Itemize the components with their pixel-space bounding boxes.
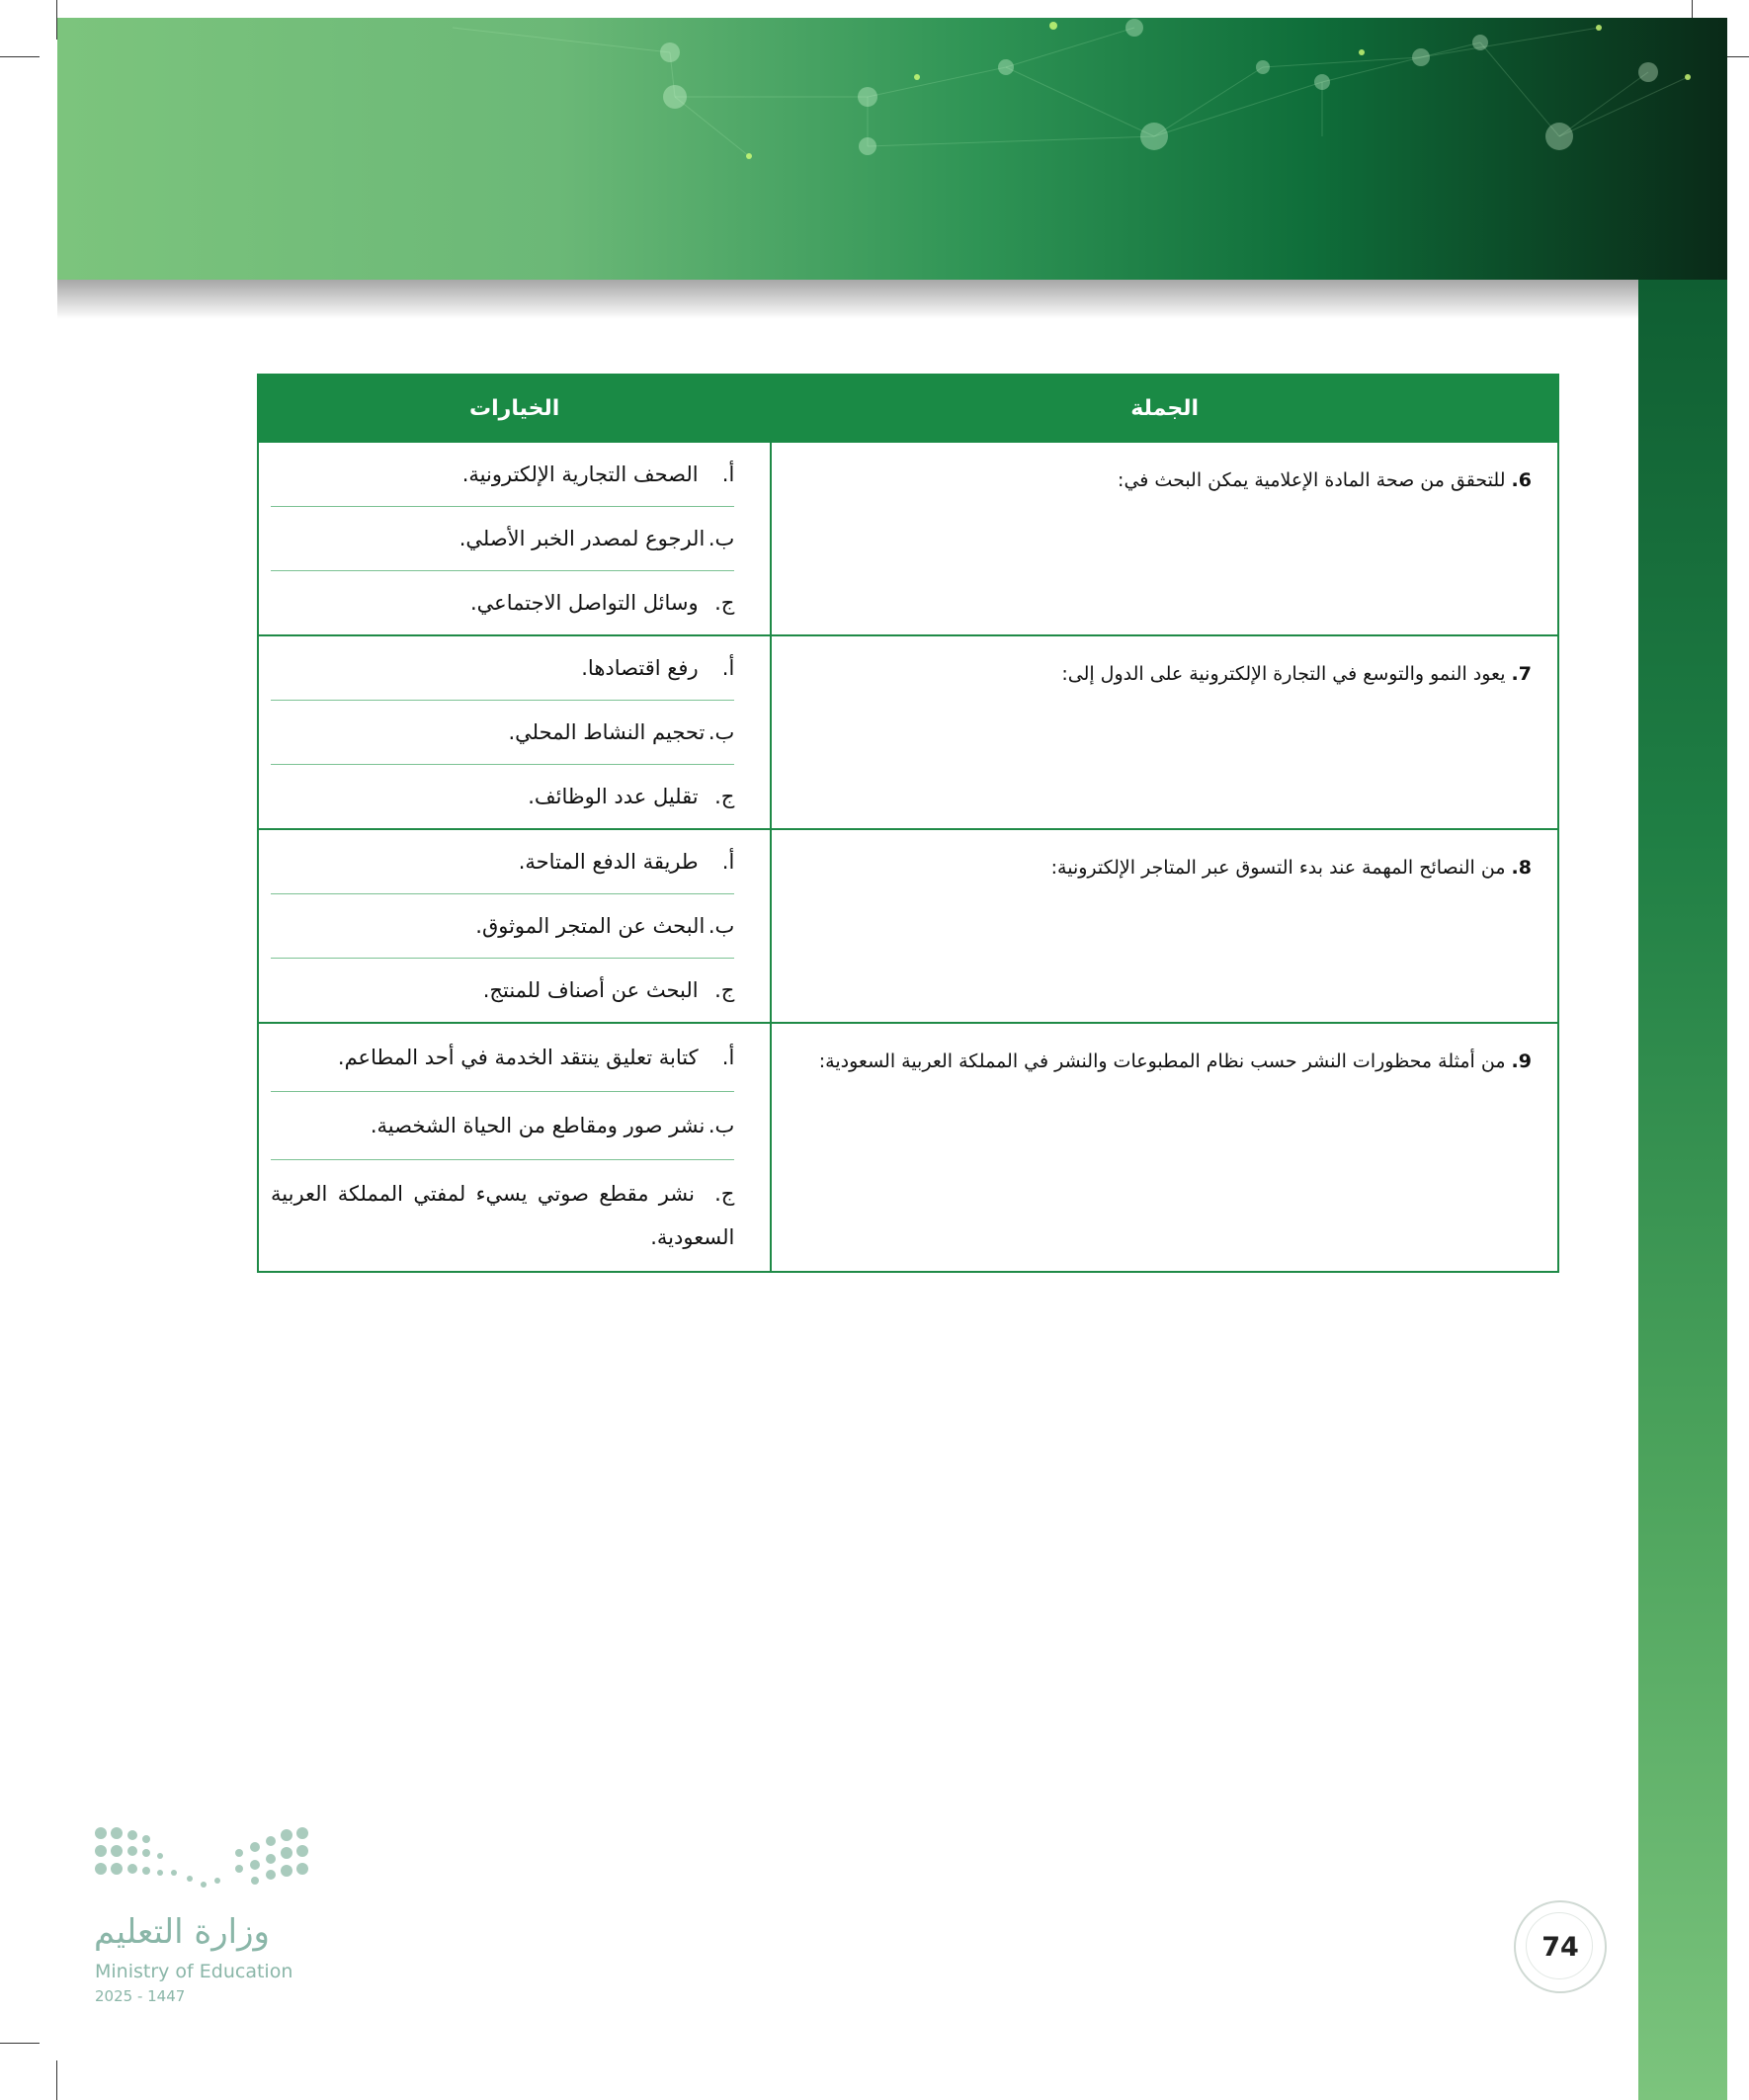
option-letter: ج. xyxy=(714,591,735,615)
option-letter: ج. xyxy=(714,978,735,1002)
option-letter: ب. xyxy=(708,720,735,744)
page-number xyxy=(1514,1900,1607,1993)
option-item[interactable] xyxy=(271,1092,734,1160)
option-text: البحث عن أصناف للمنتج. xyxy=(482,978,699,1002)
sentence-cell xyxy=(771,829,1558,1023)
ministry-name-arabic: وزارة التعليم xyxy=(94,1912,270,1952)
option-text: تقليل عدد الوظائف. xyxy=(528,785,699,808)
option-text: البحث عن المتجر الموثوق. xyxy=(475,914,706,938)
option-item[interactable] xyxy=(271,701,734,765)
option-item[interactable] xyxy=(271,894,734,959)
table-row xyxy=(258,829,1558,1023)
option-text: طريقة الدفع المتاحة. xyxy=(518,850,699,874)
sentence-cell xyxy=(771,635,1558,829)
option-letter: ب. xyxy=(708,1114,735,1137)
header-sentence: الجملة xyxy=(771,375,1558,442)
sentence-text: من النصائح المهمة عند بدء التسوق عبر المتاجر الإلكترونية: xyxy=(1050,857,1506,879)
options-cell xyxy=(258,1023,771,1272)
option-item[interactable] xyxy=(271,443,734,507)
option-item[interactable] xyxy=(271,507,734,571)
option-letter: ج. xyxy=(714,785,735,808)
option-text: نشر مقطع صوتي يسيء لمفتي المملكة العربية السعودية. xyxy=(271,1182,735,1249)
option-text: رفع اقتصادها. xyxy=(581,656,699,680)
sentence-text: من أمثلة محظورات النشر حسب نظام المطبوعات والنشر في المملكة العربية السعودية: xyxy=(818,1050,1506,1072)
question-number: 8. xyxy=(1511,857,1532,879)
option-text: وسائل التواصل الاجتماعي. xyxy=(470,591,699,615)
header-band xyxy=(57,18,1727,280)
option-text: نشر صور ومقاطع من الحياة الشخصية. xyxy=(370,1114,706,1137)
option-letter: أ. xyxy=(721,1046,735,1069)
sentence-cell xyxy=(771,442,1558,635)
option-letter: أ. xyxy=(721,850,735,874)
option-letter: أ. xyxy=(721,656,735,680)
ministry-year: 2025 - 1447 xyxy=(95,1987,186,2005)
page-number-text: 74 xyxy=(1541,1931,1579,1963)
option-text: الرجوع لمصدر الخبر الأصلي. xyxy=(458,527,706,550)
page-number-ring xyxy=(1526,1912,1593,1979)
option-item[interactable] xyxy=(271,571,734,634)
option-letter: ب. xyxy=(708,527,735,550)
options-cell xyxy=(258,635,771,829)
option-item[interactable] xyxy=(271,1024,734,1092)
table-row xyxy=(258,442,1558,635)
question-number: 6. xyxy=(1511,469,1532,491)
option-text: تحجيم النشاط المحلي. xyxy=(508,720,706,744)
side-strip xyxy=(1638,280,1727,2100)
crop-mark xyxy=(0,2043,40,2044)
header-options: الخيارات xyxy=(258,375,771,442)
option-item[interactable] xyxy=(271,636,734,701)
table-row xyxy=(258,635,1558,829)
crop-mark xyxy=(0,56,40,57)
header-shadow xyxy=(57,280,1638,319)
question-number: 7. xyxy=(1511,663,1532,685)
question-table xyxy=(257,374,1559,1273)
options-cell xyxy=(258,829,771,1023)
sentence-text: للتحقق من صحة المادة الإعلامية يمكن البحث في: xyxy=(1118,469,1506,491)
network-decoration xyxy=(57,18,1727,280)
option-item[interactable] xyxy=(271,765,734,828)
ministry-logo-icon xyxy=(91,1823,318,1902)
sentence-text: يعود النمو والتوسع في التجارة الإلكترونية على الدول إلى: xyxy=(1061,663,1506,685)
option-letter: أ. xyxy=(721,462,735,486)
table-row xyxy=(258,1023,1558,1272)
crop-mark xyxy=(56,2060,57,2100)
options-cell xyxy=(258,442,771,635)
option-letter: ب. xyxy=(708,914,735,938)
option-text: الصحف التجارية الإلكترونية. xyxy=(461,462,699,486)
option-text: كتابة تعليق ينتقد الخدمة في أحد المطاعم. xyxy=(337,1046,699,1069)
ministry-name-english: Ministry of Education xyxy=(95,1961,293,1982)
option-item[interactable] xyxy=(271,1160,734,1271)
question-number: 9. xyxy=(1511,1050,1532,1072)
option-item[interactable] xyxy=(271,959,734,1022)
sentence-cell xyxy=(771,1023,1558,1272)
option-letter: ج. xyxy=(714,1182,735,1206)
option-item[interactable] xyxy=(271,830,734,894)
